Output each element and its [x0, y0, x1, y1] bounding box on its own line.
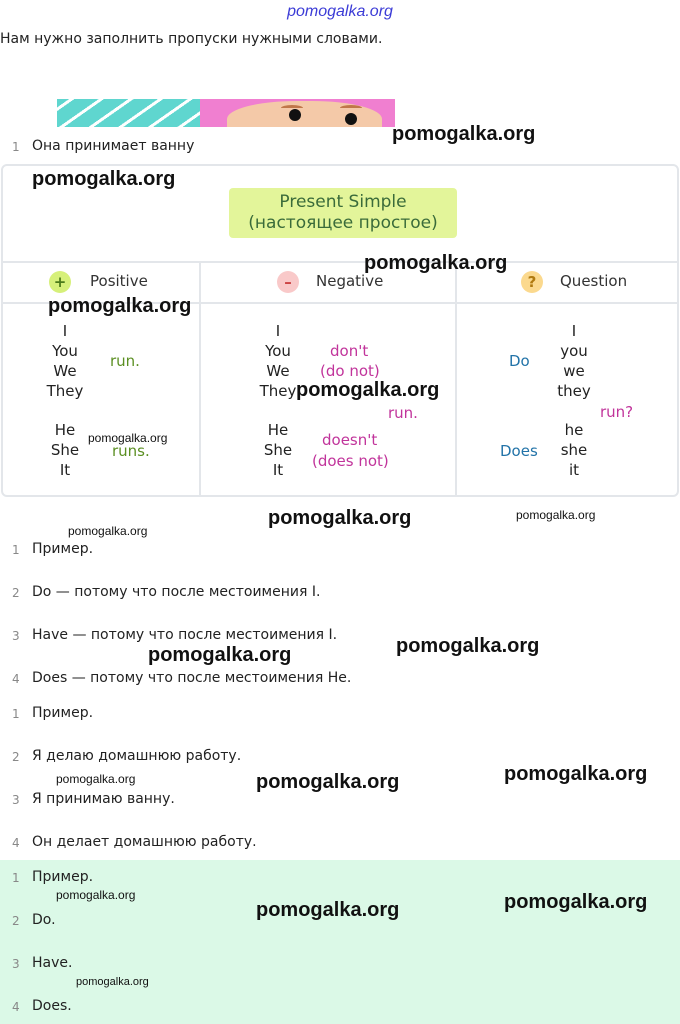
list-item-text: Do.: [32, 912, 56, 928]
pronoun: You: [265, 342, 291, 360]
present-simple-table: [1, 164, 679, 497]
watermark: pomogalka.org: [296, 379, 440, 401]
list-item-text: Does.: [32, 998, 72, 1014]
watermark: pomogalka.org: [504, 763, 648, 785]
table-divider-top: [3, 261, 677, 263]
pronoun: You: [52, 342, 78, 360]
question-badge-icon: ?: [521, 271, 543, 293]
pronoun: I: [571, 322, 577, 340]
watermark: pomogalka.org: [56, 772, 136, 786]
negative-badge-icon: –: [277, 271, 299, 293]
watermark: pomogalka.org: [364, 252, 508, 274]
list-item-num: 1: [12, 707, 20, 721]
list-item-num: 2: [12, 750, 20, 764]
list-item-num: 2: [12, 914, 20, 928]
pronoun: he: [564, 421, 584, 439]
table-title-line1: Present Simple: [279, 192, 407, 212]
pronoun: They: [46, 382, 84, 400]
pronoun: They: [259, 382, 297, 400]
watermark: pomogalka.org: [48, 295, 192, 317]
watermark: pomogalka.org: [392, 123, 536, 145]
pronoun: I: [275, 322, 281, 340]
watermark: pomogalka.org: [32, 168, 176, 190]
watermark: pomogalka.org: [76, 976, 149, 988]
pronoun: they: [557, 382, 591, 400]
question-header: Question: [560, 272, 628, 290]
watermark: pomogalka.org: [88, 431, 168, 445]
list-item-num: 3: [12, 629, 20, 643]
watermark: pomogalka.org: [504, 891, 648, 913]
list-item: [0, 998, 680, 1018]
negative-aux-do-not: (do not): [320, 362, 380, 380]
site-header-link[interactable]: pomogalka.org: [287, 3, 393, 20]
watermark: pomogalka.org: [148, 644, 292, 666]
positive-badge-icon: +: [49, 271, 71, 293]
positive-header: Positive: [90, 272, 148, 290]
pronoun: He: [267, 421, 289, 439]
illustration-banner: [57, 99, 395, 127]
negative-aux-does-not: (does not): [312, 452, 389, 470]
list-item: [0, 955, 680, 975]
negative-header: Negative: [316, 272, 384, 290]
list-item-text: Пример.: [32, 705, 94, 721]
teal-hair-stripes: [57, 99, 207, 127]
list-item-text: Do — потому что после местоимения I.: [32, 584, 321, 600]
pronoun: He: [54, 421, 76, 439]
list-item: [0, 791, 680, 811]
question-aux-does: Does: [500, 442, 538, 460]
list-item-num: 3: [12, 793, 20, 807]
list-item: [0, 869, 680, 889]
table-title-line2: (настоящее простое): [248, 213, 438, 233]
pronoun: It: [59, 461, 71, 479]
list-item: [0, 627, 680, 647]
list-item-text: Have — потому что после местоимения I.: [32, 627, 338, 643]
list-item-text: Он делает домашнюю работу.: [32, 834, 257, 850]
negative-aux-doesnt: doesn't: [322, 431, 378, 449]
watermark: pomogalka.org: [256, 771, 400, 793]
pronoun: I: [62, 322, 68, 340]
pronoun: you: [560, 342, 588, 360]
list-item-num: 2: [12, 586, 20, 600]
pronoun: She: [263, 441, 293, 459]
intro-text: Нам нужно заполнить пропуски нужными словами.: [0, 31, 383, 47]
table-col-divider-1: [199, 261, 201, 497]
negative-verb: run.: [388, 404, 418, 422]
list-item: [0, 670, 680, 690]
pronoun: She: [50, 441, 80, 459]
pronoun: she: [560, 441, 588, 459]
list-item-num: 4: [12, 836, 20, 850]
list-item-num: 1: [12, 871, 20, 885]
list-item-num: 4: [12, 672, 20, 686]
left-eye: [289, 109, 301, 121]
question-verb: run?: [600, 403, 634, 421]
right-eye: [345, 113, 357, 125]
pronoun: we: [563, 362, 585, 380]
right-brow: [340, 105, 362, 111]
list-item: [0, 705, 680, 725]
list-item-text: Does — потому что после местоимения He.: [32, 670, 352, 686]
question-aux-do: Do: [509, 352, 530, 370]
task-prompt-num: 1: [12, 140, 20, 154]
watermark: pomogalka.org: [396, 635, 540, 657]
pronoun: We: [266, 362, 290, 380]
list-item-text: Пример.: [32, 869, 94, 885]
list-item-text: Я делаю домашнюю работу.: [32, 748, 242, 764]
watermark: pomogalka.org: [56, 888, 136, 902]
list-item-text: Я принимаю ванну.: [32, 791, 175, 807]
list-item: [0, 541, 680, 561]
positive-verb-plural: run.: [110, 352, 140, 370]
list-item-num: 3: [12, 957, 20, 971]
pronoun: It: [272, 461, 284, 479]
list-item-text: Пример.: [32, 541, 94, 557]
table-col-divider-2: [455, 261, 457, 497]
watermark: pomogalka.org: [516, 508, 596, 522]
watermark: pomogalka.org: [68, 524, 148, 538]
task-prompt: [0, 138, 680, 158]
list-item: [0, 834, 680, 854]
pronoun: We: [53, 362, 77, 380]
watermark: pomogalka.org: [256, 899, 400, 921]
list-item-text: Have.: [32, 955, 73, 971]
watermark: pomogalka.org: [268, 507, 412, 529]
negative-aux-dont: don't: [330, 342, 369, 360]
list-item: [0, 584, 680, 604]
list-item-num: 4: [12, 1000, 20, 1014]
list-item-num: 1: [12, 543, 20, 557]
positive-verb-singular: runs.: [112, 442, 150, 460]
pronoun: it: [568, 461, 580, 479]
table-title: [229, 188, 457, 238]
task-prompt-text: Она принимает ванну: [32, 138, 195, 154]
